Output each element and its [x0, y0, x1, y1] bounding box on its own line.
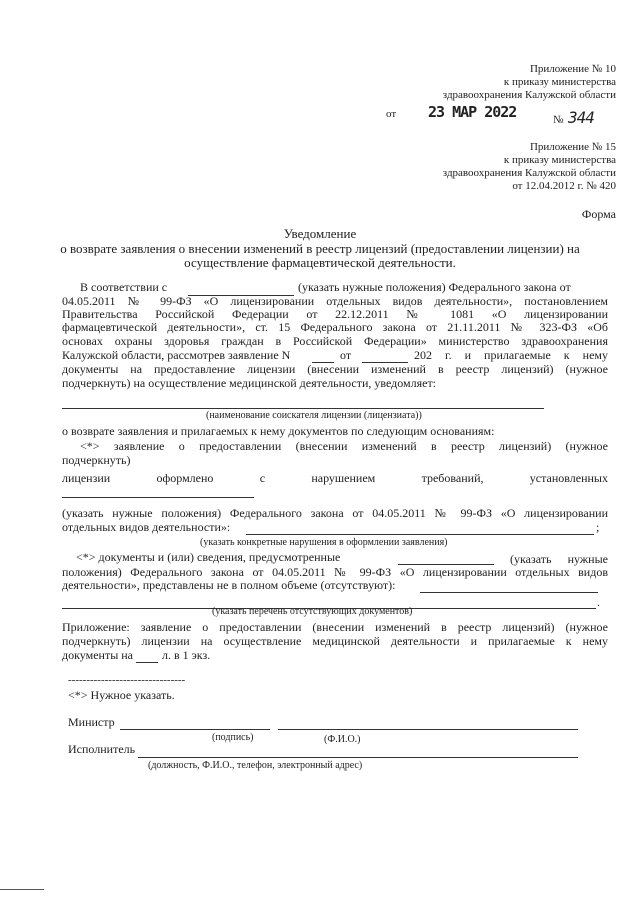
footnote-text: <*> Нужное указать.: [68, 688, 175, 702]
p5-line1: Приложение: заявление о предоставлении (внесении изменений в реестр лицензий) (нужное: [62, 620, 608, 634]
p3-line2: подчеркнуть): [62, 453, 131, 467]
caption-applicant: (наименование соискателя лицензии (лицензиата)): [206, 410, 422, 421]
p4-line3: деятельности», представлены не в полном объеме (отсутствуют):: [62, 578, 396, 592]
caption-executor: (должность, Ф.И.О., телефон, электронный адрес): [148, 760, 363, 771]
scan-edge-mark: [0, 889, 44, 890]
footnote-separator: --------------------------------: [68, 674, 186, 686]
field-executor[interactable]: [138, 757, 578, 758]
caption-signature: (подпись): [212, 732, 254, 743]
p1-line7: документы на предоставление лицензии (внесении изменений в реестр лицензий) (нужное: [62, 362, 608, 376]
form-label: Форма: [581, 207, 616, 221]
p1-line8: подчеркнуть) на осуществление медицинской деятельности, уведомляет:: [62, 376, 437, 390]
p4-line2: положения) Федерального закона от 04.05.2011 № 99-ФЗ «О лицензировании отдельных видов: [62, 565, 608, 579]
p4-line1-start: <*> документы и (или) сведения, предусмотренные: [76, 550, 341, 564]
p1-line2: 04.05.2011 № 99-ФЗ «О лицензировании отдельных видов деятельности», постановлением: [62, 294, 608, 308]
order-number-handwritten: 344: [568, 108, 594, 127]
field-provisions-2[interactable]: [62, 497, 254, 498]
appendix-10-ministry: здравоохранения Калужской области: [442, 89, 616, 101]
field-sheet-count[interactable]: [136, 662, 158, 663]
minister-label: Министр: [68, 715, 115, 729]
appendix-15-date: от 12.04.2012 г. № 420: [512, 180, 616, 192]
p4-line1-end: (указать нужные: [510, 552, 608, 566]
caption-missing-docs: (указать перечень отсутствующих документов): [212, 606, 413, 617]
p1-line1-end: (указать нужные положения) Федерального закона от: [298, 280, 571, 294]
appendix-10-order: к приказу министерства: [503, 76, 616, 88]
appendix-15-ministry: здравоохранения Калужской области: [442, 167, 616, 179]
p3-line3: лицензии оформлено с нарушением требований, установленных: [62, 471, 608, 485]
p1-line6-end: 202 г. и прилагаемые к нему: [414, 348, 608, 362]
p3-line6: отдельных видов деятельности»:: [62, 520, 231, 534]
p1-line4: фармацевтической деятельности», ст. 15 Федерального закона от 21.11.2011 № 323-ФЗ «Об: [62, 320, 608, 334]
p2-grounds: о возврате заявления и прилагаемых к нему документов по следующим основаниям:: [62, 424, 495, 438]
field-violations[interactable]: [246, 534, 594, 535]
doc-title: Уведомление: [283, 226, 357, 241]
p3-line5: (указать нужные положения) Федерального закона от 04.05.2011 № 99-ФЗ «О лицензировании: [62, 506, 608, 520]
p1-line6-from: от: [340, 348, 352, 362]
executor-label: Исполнитель: [68, 742, 136, 756]
order-number-label: №: [553, 114, 564, 126]
p1-line6-start: Калужской области, рассмотрев заявление N: [62, 348, 291, 362]
p1-line3: Правительства Российской Федерации от 22.12.2011 № 1081 «О лицензировании: [62, 307, 608, 321]
order-date-stamp: 23 МАР 2022: [428, 103, 517, 121]
p3-semicolon: ;: [596, 520, 600, 534]
field-minister-signature[interactable]: [120, 729, 270, 730]
caption-violations: (указать конкретные нарушения в оформлении заявления): [200, 537, 448, 548]
p5-line3-end: л. в 1 экз.: [162, 648, 211, 662]
p1-line1-start: В соответствии с: [80, 280, 168, 294]
p1-line5: основах охраны здоровья граждан в Российской Федерации» министерство здравоохранения: [62, 334, 608, 348]
p4-dot: .: [597, 595, 600, 609]
doc-subtitle-line2: осуществление фармацевтической деятельности.: [184, 255, 456, 270]
field-minister-name[interactable]: [278, 729, 578, 730]
field-applicant-name[interactable]: [62, 408, 544, 409]
appendix-15-order: к приказу министерства: [503, 154, 616, 166]
p5-line2: подчеркнуть) лицензии на осуществление медицинской деятельности и прилагаемые к нему: [62, 634, 608, 648]
appendix-10-title: Приложение № 10: [529, 63, 616, 75]
doc-subtitle-line1: о возврате заявления о внесении изменений в реестр лицензий (предоставлении лицензии) на: [60, 241, 580, 256]
appendix-15-title: Приложение № 15: [529, 141, 616, 153]
caption-fio: (Ф.И.О.): [324, 734, 361, 745]
p5-line3-start: документы на: [62, 648, 134, 662]
field-missing-docs[interactable]: [420, 592, 598, 593]
p3-line1: <*> заявление о предоставлении (внесении изменений в реестр лицензий) (нужное: [80, 439, 608, 453]
order-date-label: от: [386, 108, 397, 120]
